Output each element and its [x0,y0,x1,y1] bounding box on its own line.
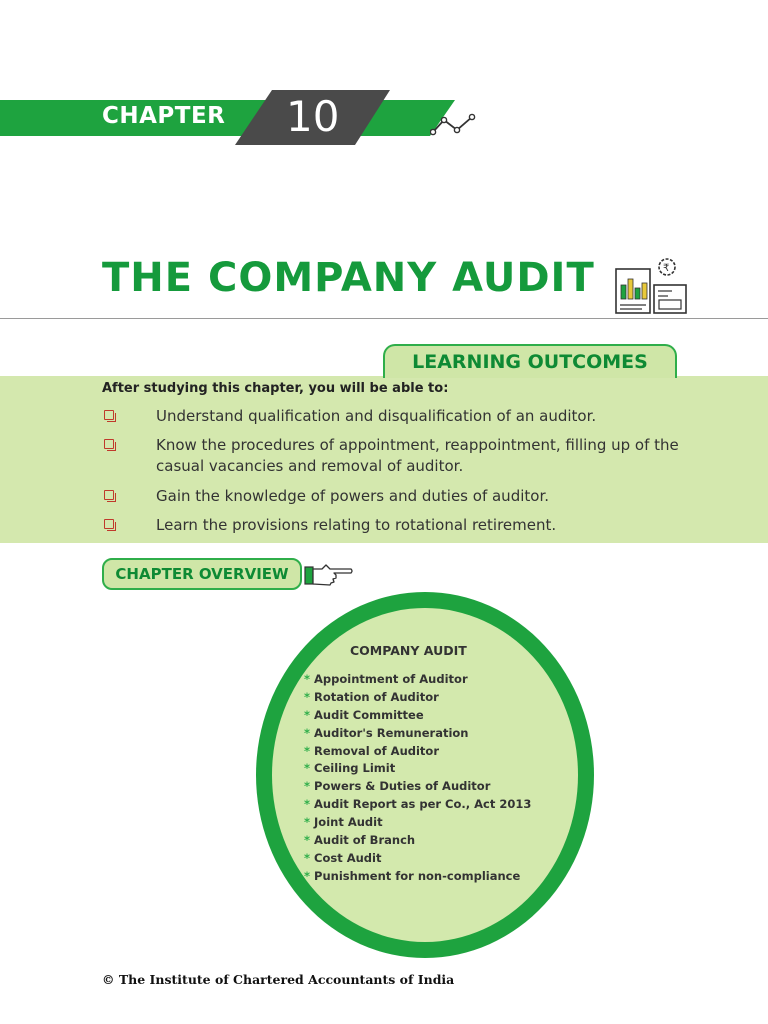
list-item [304,797,531,815]
overview-topic: Auditor's Remuneration [314,725,469,740]
checkbox-icon [104,519,114,529]
pointing-hand-icon [304,562,354,588]
bullet-star: * [304,689,311,704]
chapter-number: 10 [286,92,340,141]
overview-topic: Cost Audit [314,850,382,865]
overview-topic: Joint Audit [314,815,383,830]
list-item [304,833,531,851]
audit-report-icon [612,255,690,317]
overview-topic: Audit of Branch [314,833,416,848]
list-item [304,815,531,833]
list-item [304,761,531,779]
list-item [304,690,531,708]
list-item [304,708,531,726]
learning-outcome-text: Gain the knowledge of powers and duties of auditor. [156,487,549,505]
chapter-banner [0,88,480,148]
bullet-star: * [304,850,311,865]
trend-line-icon [430,112,476,138]
overview-topic-list [304,672,531,887]
title-divider [0,318,768,319]
checkbox-icon [104,410,114,420]
learning-outcome-text: Know the procedures of appointment, reappointment, filling up of the casual vacancies and removal of auditor. [156,436,679,475]
overview-topic: Appointment of Auditor [314,672,468,686]
list-item [304,869,531,887]
bullet-star: * [304,761,311,776]
bullet-star: * [304,743,311,758]
bullet-star: * [304,815,311,830]
overview-circle-title: COMPANY AUDIT [350,643,467,658]
bullet-star: * [304,797,311,812]
overview-topic: Removal of Auditor [314,743,439,758]
overview-topic: Audit Report as per Co., Act 2013 [314,797,532,812]
bullet-star: * [304,672,311,686]
learning-outcomes-heading: LEARNING OUTCOMES [383,344,677,378]
list-item [304,744,531,762]
checkbox-icon [104,490,114,500]
bullet-star: * [304,868,311,883]
bullet-star: * [304,707,311,722]
overview-topic: Powers & Duties of Auditor [314,779,491,794]
overview-topic: Punishment for non-compliance [314,868,521,883]
list-item [304,779,531,797]
overview-topic: Ceiling Limit [314,761,396,776]
learning-outcome-text: Understand qualification and disqualification of an auditor. [156,407,597,425]
chapter-label: CHAPTER [102,103,226,129]
svg-text:₹: ₹ [663,263,670,274]
bullet-star: * [304,833,311,848]
footer-copyright: © The Institute of Chartered Accountants of India [102,972,455,987]
list-item [304,672,531,690]
page-title: THE COMPANY AUDIT [102,255,595,301]
learning-outcomes-intro: After studying this chapter, you will be able to: [102,381,449,396]
bullet-star: * [304,779,311,794]
bullet-star: * [304,725,311,740]
list-item [304,851,531,869]
checkbox-icon [104,439,114,449]
overview-topic: Audit Committee [314,707,424,722]
chapter-overview-heading: CHAPTER OVERVIEW [102,558,302,590]
learning-outcome-text: Learn the provisions relating to rotational retirement. [156,516,557,534]
list-item [304,726,531,744]
overview-topic: Rotation of Auditor [314,689,439,704]
